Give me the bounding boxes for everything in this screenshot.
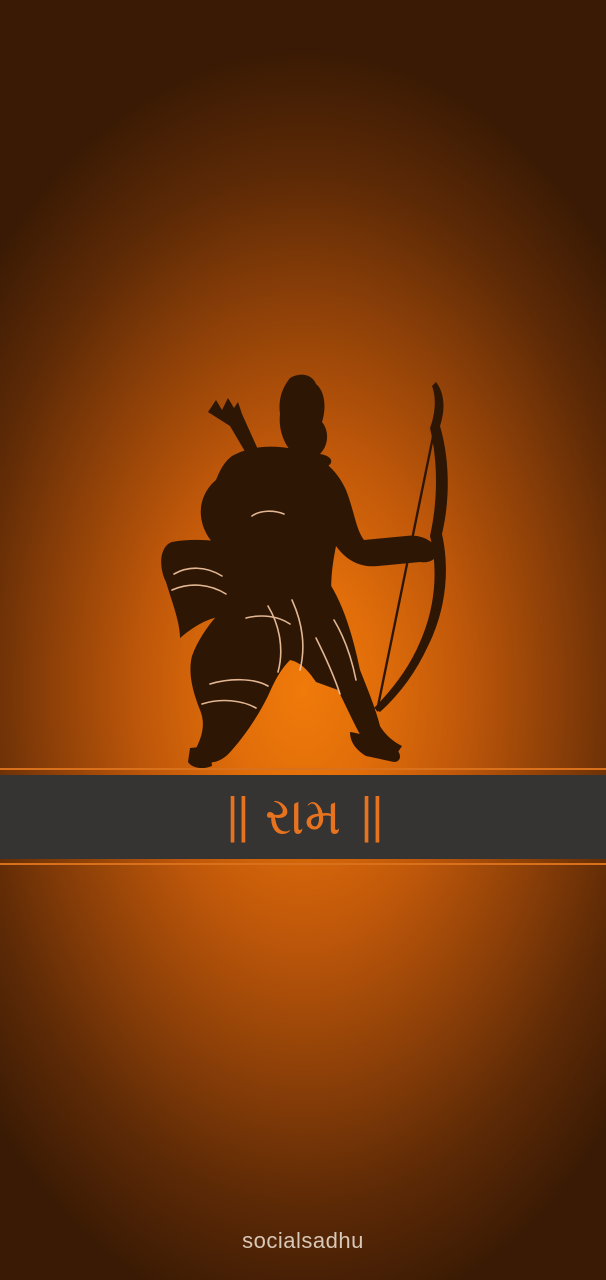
banner-top-rule [0, 768, 606, 770]
banner-bottom-rule [0, 863, 606, 865]
left-double-danda: || [225, 789, 247, 844]
banner-title-row [0, 775, 606, 859]
title-banner [0, 768, 606, 866]
archer-silhouette [150, 370, 460, 775]
banner-title: રામ [264, 787, 342, 847]
right-double-danda: || [359, 789, 381, 844]
watermark-text: socialsadhu [242, 1228, 364, 1253]
